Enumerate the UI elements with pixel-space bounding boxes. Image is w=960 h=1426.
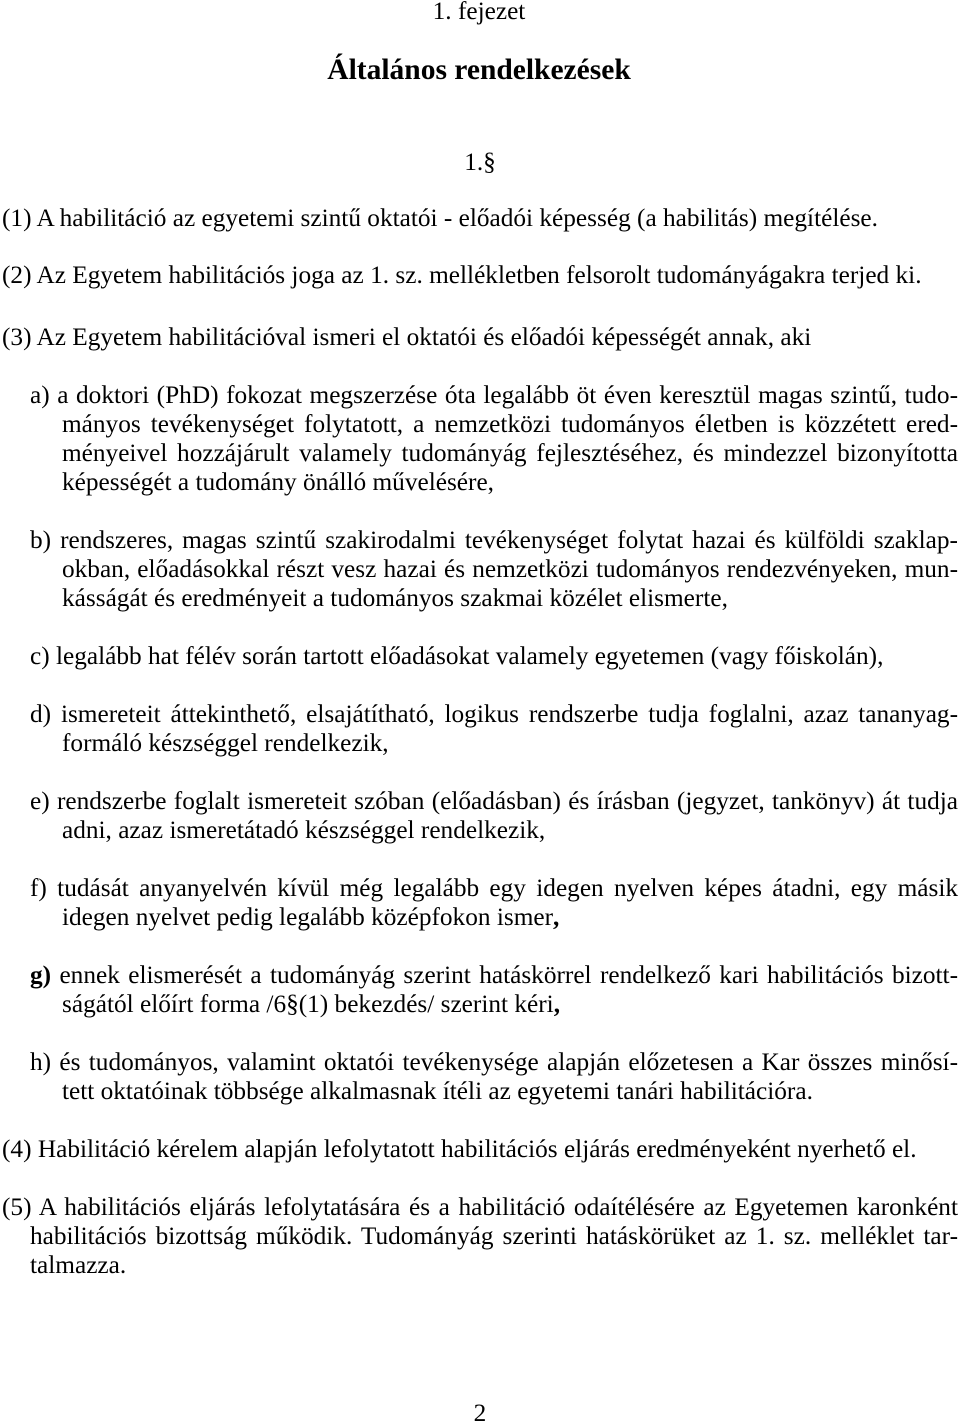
list-item-line [0,555,958,584]
paragraph-marker: (3) [2,323,32,351]
paragraph-text: Habilitáció kérelem alapján lefolytatott habilitációs eljárás eredményeként nyerhető el. [37,1135,917,1163]
paragraph-text: habilitációs bizottság működik. Tudományág szerinti hatáskörüket az 1. sz. melléklet tar- [30,1222,958,1250]
list-item-line [0,584,958,613]
list-item-line [0,1048,958,1077]
paragraph-line [2,1251,958,1280]
chapter-heading: 1. fejezet [432,0,526,25]
paragraph-line [2,1222,958,1251]
list-item-g [0,961,958,1019]
paragraph-text: A habilitációs eljárás lefolytatására és a habilitáció odaítélésére az Egyetemen karonként [38,1193,958,1221]
list-item-line [0,526,958,555]
list-item-marker: f) [30,874,47,902]
list-item-marker: b) [30,526,52,554]
list-item-line [0,816,958,845]
paragraph-marker: (5) [2,1193,32,1221]
paragraph-5 [2,1193,958,1280]
list-item-text: a doktori (PhD) fokozat megszerzése óta legalább öt éven keresztül magas szintű, tudo- [57,381,958,409]
page-number: 2 [473,1399,487,1426]
list-item-line [0,439,958,468]
paragraph-marker: (2) [2,261,32,289]
list-item-text: és tudományos, valamint oktatói tevékenysége alapján előzetesen a Kar összes minősí- [59,1048,959,1076]
list-item-line [0,381,958,410]
list-item-text: ennek elismerését a tudományág szerint hatáskörrel rendelkező kari habilitációs bizott- [59,961,958,989]
list-item-marker: c) [30,642,50,670]
page-title: Általános rendelkezések [327,54,631,86]
list-item-end-mark: , [553,990,561,1018]
paragraph-text: Az Egyetem habilitációval ismeri el oktatói és előadói képességét annak, aki [36,323,812,351]
list-item-text: okban, előadásokkal részt vesz hazai és nemzetközi tudományos rendezvényeken, mun- [62,555,958,583]
list-item-line [0,1077,958,1106]
paragraph-text: talmazza. [30,1251,127,1279]
list-item-line [0,729,958,758]
list-item-line [0,700,958,729]
paragraph-line [2,323,958,352]
list-item-h [0,1048,958,1106]
list-item-text: ismereteit áttekinthető, elsajátítható, logikus rendszerbe tudja foglalni, azaz tananyag- [60,700,959,728]
list-item-text: mányos tevékenységet folytatott, a nemzetközi tudományos életben is közzétett ered- [62,410,958,438]
paragraph-line [2,1193,958,1222]
list-item-marker: a) [30,381,50,409]
list-item-marker: e) [30,787,50,815]
list-item-d [0,700,958,758]
paragraph-2 [2,261,958,290]
list-item-text: tudását anyanyelvén kívül még legalább egy idegen nyelven képes átadni, egy másik [57,874,958,902]
paragraph-marker: (4) [2,1135,32,1163]
list-item-line [0,787,958,816]
list-item-text: rendszerbe foglalt ismereteit szóban (előadásban) és írásban (jegyzet, tankönyv) át tudja [56,787,958,815]
list-item-text: kásságát és eredményeit a tudományos szakmai közélet elismerte, [62,584,728,612]
paragraph-line [2,261,958,290]
section-number: 1.§ [464,148,496,176]
list-item-text: idegen nyelvet pedig legalább középfokon ismer [62,903,554,931]
paragraph-line [2,204,958,233]
paragraph-1 [2,204,958,233]
list-item-e [0,787,958,845]
list-item-marker: h) [30,1048,52,1076]
list-item-text: adni, azaz ismeretátadó készséggel rendelkezik, [62,816,546,844]
list-item-text: formáló készséggel rendelkezik, [62,729,389,757]
paragraph-marker: (1) [2,204,32,232]
list-item-line [0,410,958,439]
list-item-text: ményeivel hozzájárult valamely tudományág fejlesztéséhez, és mindezzel bizonyította [62,439,958,467]
list-item-text: rendszeres, magas szintű szakirodalmi tevékenységet folytat hazai és külföldi szaklap- [60,526,958,554]
paragraph-text: A habilitáció az egyetemi szintű oktatói - előadói képesség (a habilitás) megítélése. [36,204,878,232]
list-item-line [0,468,958,497]
paragraph-4 [2,1135,958,1164]
list-item-text: képességét a tudomány önálló művelésére, [62,468,495,496]
list-item-line [0,990,958,1019]
list-item-text: ságától előírt forma /6§(1) bekezdés/ szerint kéri [62,990,554,1018]
list-item-text: legalább hat félév során tartott előadásokat valamely egyetemen (vagy főiskolán), [55,642,884,670]
list-item-line [0,642,958,671]
list-item-a [0,381,958,497]
list-item-c [0,642,958,671]
list-item-marker: g) [30,961,52,989]
paragraph-text: Az Egyetem habilitációs joga az 1. sz. mellékletben felsorolt tudományágakra terjed ki. [36,261,922,289]
paragraph-3 [2,323,958,352]
list-item-line [0,903,958,932]
list-item-marker: d) [30,700,52,728]
list-item-text: tett oktatóinak többsége alkalmasnak ítéli az egyetemi tanári habilitációra. [62,1077,813,1105]
list-item-line [0,874,958,903]
list-item-line [0,961,958,990]
list-item-end-mark: , [553,903,560,931]
list-item-b [0,526,958,613]
paragraph-line [2,1135,958,1164]
list-item-f [0,874,958,932]
